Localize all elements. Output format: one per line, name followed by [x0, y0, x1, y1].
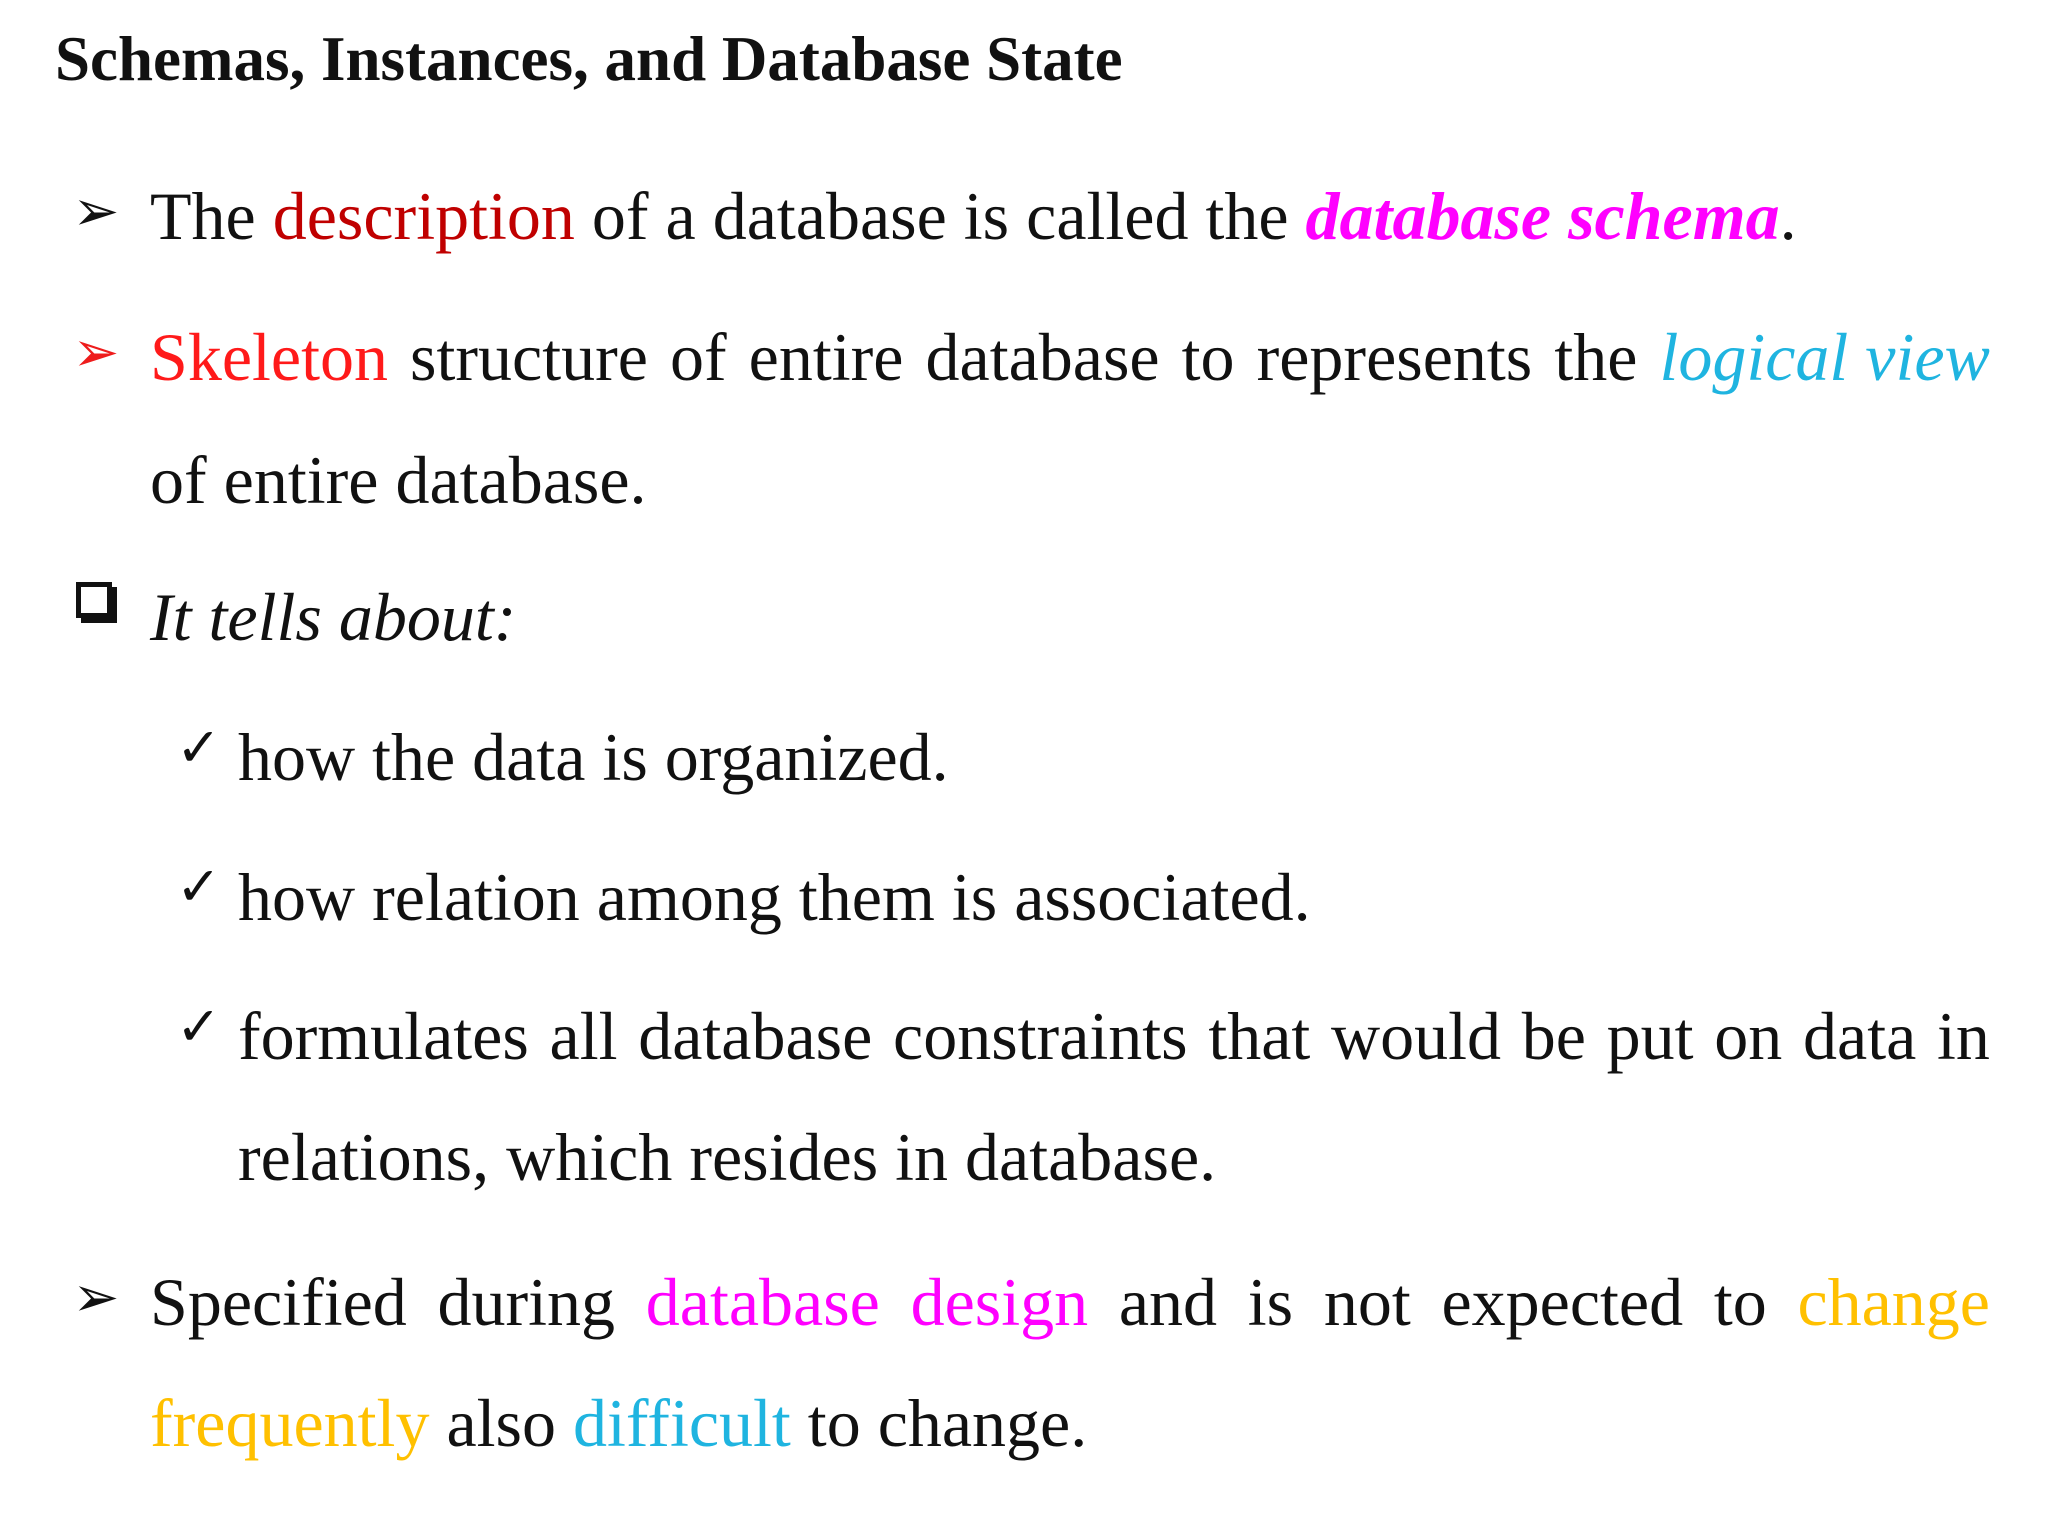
highlight-change: change [1797, 1264, 1990, 1340]
word: of [669, 319, 727, 395]
bullet-2-line-2: of entire database. [150, 442, 647, 518]
word: be [1521, 998, 1586, 1074]
bullet-1 [150, 176, 1797, 256]
word: during [437, 1264, 616, 1340]
checkbox-icon [76, 582, 112, 618]
text: of a database is called the [591, 178, 1289, 254]
bullet-2-line-1 [150, 317, 1990, 397]
text: The [150, 178, 256, 254]
word: to [1713, 1264, 1767, 1340]
checkmark-icon: ✓ [176, 718, 222, 778]
word: on [1714, 998, 1783, 1074]
sub-item-1: how the data is organized. [238, 719, 949, 795]
word: to change. [807, 1385, 1088, 1461]
bullet-3-heading: It tells about: [150, 579, 517, 655]
bullet-4-line-2 [150, 1383, 1087, 1463]
highlight-description: description [272, 178, 575, 254]
highlight-skeleton: Skeleton [150, 319, 388, 395]
word: expected [1441, 1264, 1684, 1340]
word: and [1118, 1264, 1218, 1340]
word: also [446, 1385, 556, 1461]
word: not [1323, 1264, 1411, 1340]
sub-item-3-line-2: relations, which resides in database. [238, 1119, 1217, 1195]
word: in [1937, 998, 1990, 1074]
word: that [1208, 998, 1311, 1074]
checkmark-icon: ✓ [176, 997, 222, 1057]
checkmark-icon: ✓ [176, 857, 222, 917]
sub-item-2: how relation among them is associated. [238, 859, 1311, 935]
word: is [1247, 1264, 1294, 1340]
word: structure [410, 319, 648, 395]
arrow-icon: ➢ [72, 1267, 120, 1329]
arrow-icon-red: ➢ [72, 322, 120, 384]
word: represents [1256, 319, 1533, 395]
word: Specified [150, 1264, 407, 1340]
word: formulates [238, 998, 529, 1074]
slide-title: Schemas, Instances, and Database State [55, 24, 1123, 94]
word: constraints [893, 998, 1188, 1074]
highlight-frequently: frequently [150, 1385, 430, 1461]
word: data [1803, 998, 1917, 1074]
sub-item-3-line-1 [238, 996, 1990, 1076]
word: to [1181, 319, 1235, 395]
word: database [925, 319, 1160, 395]
highlight-database: database [645, 1264, 880, 1340]
word: all [549, 998, 618, 1074]
highlight-difficult: difficult [572, 1385, 791, 1461]
word: the [1554, 319, 1638, 395]
word: would [1331, 998, 1502, 1074]
word: entire [748, 319, 904, 395]
text: . [1779, 178, 1797, 254]
bullet-4-line-1 [150, 1262, 1990, 1342]
highlight-logical-view: logical view [1659, 319, 1990, 395]
highlight-design: design [910, 1264, 1089, 1340]
word: database [638, 998, 873, 1074]
highlight-database-schema: database schema [1305, 178, 1780, 254]
word: put [1606, 998, 1694, 1074]
arrow-icon: ➢ [72, 181, 120, 243]
